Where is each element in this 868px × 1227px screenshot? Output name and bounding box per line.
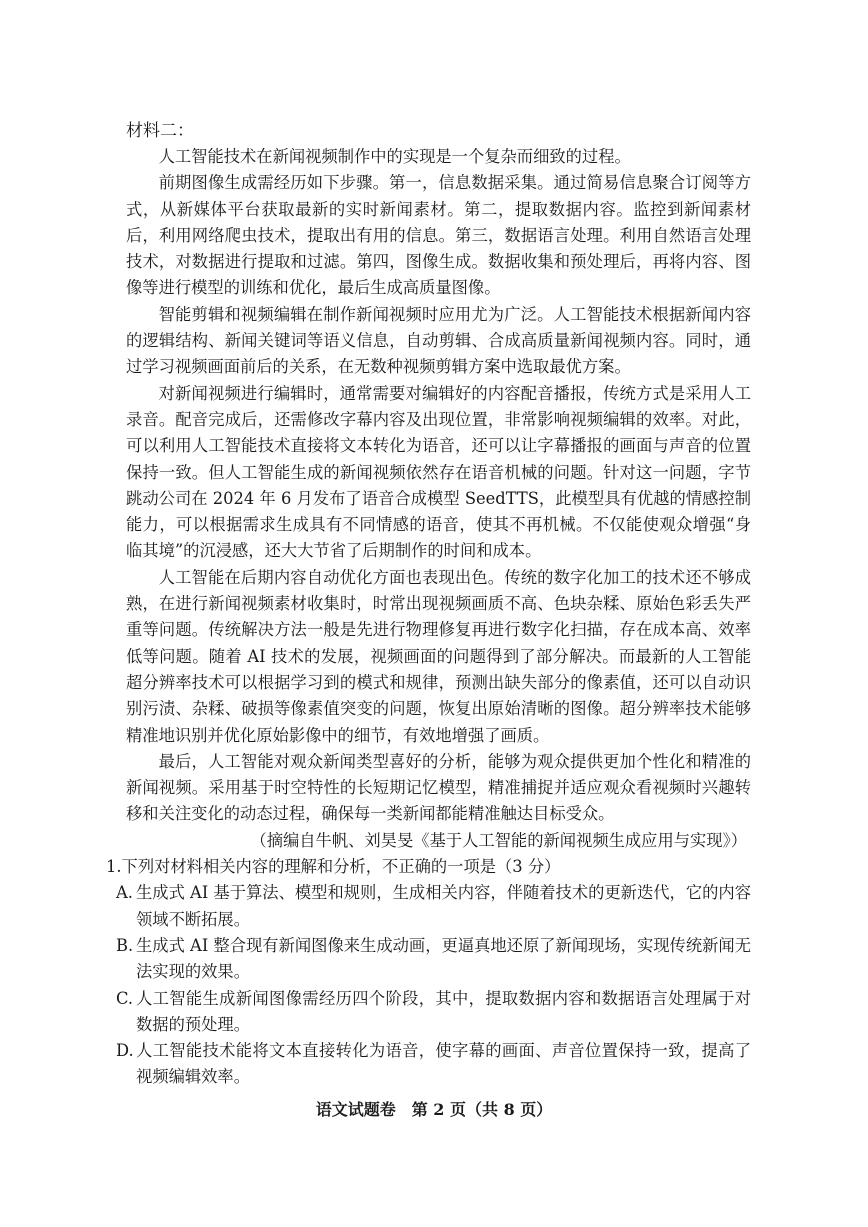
option-text: 生成式 AI 整合现有新闻图像来生成动画，更逼真地还原了新闻现场，实现传统新闻无法实现的效果。	[136, 935, 751, 982]
question-option-c	[116, 986, 751, 1039]
material-heading: 材料二：	[126, 121, 194, 141]
question-option-b	[116, 933, 751, 986]
option-text: 生成式 AI 基于算法、模型和规则，生成相关内容，伴随着技术的更新迭代，它的内容领域不断拓展。	[136, 883, 751, 929]
question-stem: 1.下列对材料相关内容的理解和分析，不正确的一项是（3 分）	[106, 857, 561, 877]
page-footer: 语文试题卷 第 2 页（共 8 页）	[315, 1100, 553, 1119]
option-letter: B.	[116, 935, 134, 955]
material-paragraph-5: 人工智能在后期内容自动优化方面也表现出色。传统的数字化加工的技术还不够成熟，在进行新闻视频素材收集时，时常出现视频画质不高、色块杂糅、原始色彩丢失严重等问题。传统解决方法一般是先进行物理修复再进行数字化扫描，存在成本高、效率低等问题。随着 AI 技术的发展，视频画面的问题得到了部分解决。而最新的人工智能超分辨率技术可以根据学习到的模式和规律，预测出缺失部分的像素值，还可以自动识别污渍、杂糅、破损等像素值突变的问题，恢复出原始清晰的图像。超分辨率技术能够精准地识别并优化原始影像中的细节，有效地增强了画质。	[126, 567, 751, 745]
exam-page-content	[106, 118, 751, 1091]
material-paragraph-6: 最后，人工智能对观众新闻类型喜好的分析，能够为观众提供更加个性化和精准的新闻视频。采用基于时空特性的长短期记忆模型，精准捕捉并适应观众看视频时兴趣转移和关注变化的动态过程，确保每一类新闻都能精准触达目标受众。	[126, 751, 751, 824]
material-citation: （摘编自牛帆、刘昊旻《基于人工智能的新闻视频生成应用与实现》）	[250, 830, 747, 850]
option-text: 人工智能技术能将文本直接转化为语音，使字幕的画面、声音位置保持一致，提高了视频编辑效率。	[136, 1041, 751, 1087]
option-letter: D.	[116, 1041, 134, 1061]
question-option-d	[116, 1038, 751, 1091]
material-paragraph-2: 前期图像生成需经历如下步骤。第一，信息数据采集。通过简易信息聚合订阅等方式，从新媒体平台获取最新的实时新闻素材。第二，提取数据内容。监控到新闻素材后，利用网络爬虫技术，提取出有用的信息。第三，数据语言处理。利用自然语言处理技术，对数据进行提取和过滤。第四，图像生成。数据收集和预处理后，再将内容、图像等进行模型的训练和优化，最后生成高质量图像。	[126, 173, 751, 298]
material-paragraph-4: 对新闻视频进行编辑时，通常需要对编辑好的内容配音播报，传统方式是采用人工录音。配音完成后，还需修改字幕内容及出现位置，非常影响视频编辑的效率。对此，可以利用人工智能技术直接将文本转化为语音，还可以让字幕播报的画面与声音的位置保持一致。但人工智能生成的新闻视频依然存在语音机械的问题。针对这一问题，字节跳动公司在 2024 年 6 月发布了语音合成模型 SeedTTS，此模型具有优越的情感控制能力，可以根据需求生成具有不同情感的语音，使其不再机械。不仅能使观众增强“身临其境”的沉浸感，还大大节省了后期制作的时间和成本。	[126, 383, 751, 561]
material-paragraph-1: 人工智能技术在新闻视频制作中的实现是一个复杂而细致的过程。	[158, 147, 631, 166]
material-paragraph-3: 智能剪辑和视频编辑在制作新闻视频时应用尤为广泛。人工智能技术根据新闻内容的逻辑结构、新闻关键词等语义信息，自动剪辑、合成高质量新闻视频内容。同时，通过学习视频画面前后的关系，在无数种视频剪辑方案中选取最优方案。	[126, 304, 751, 377]
option-letter: A.	[116, 883, 133, 903]
option-text: 人工智能生成新闻图像需经历四个阶段，其中，提取数据内容和数据语言处理属于对数据的预处理。	[136, 988, 751, 1034]
option-letter: C.	[116, 988, 134, 1008]
question-option-a	[116, 880, 751, 933]
